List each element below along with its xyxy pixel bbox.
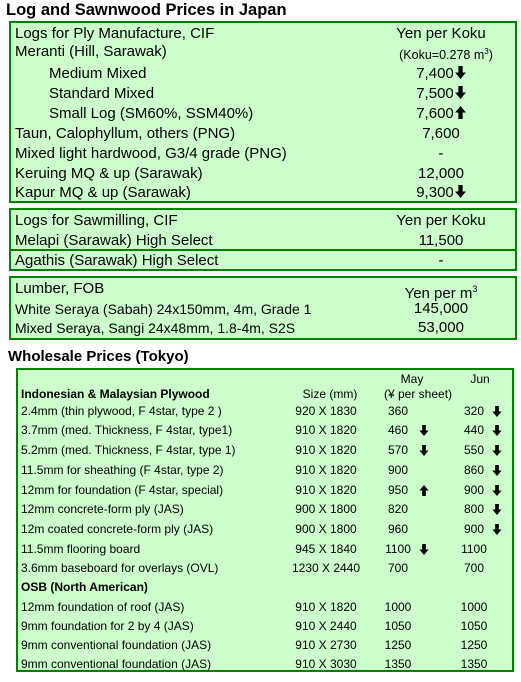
lumber-mixed-seraya-price: 53,000 bbox=[418, 319, 464, 336]
ply-log-price bbox=[366, 104, 516, 124]
price-jun: 320 bbox=[463, 404, 485, 418]
product-name: 3.7mm (med. Thickness, F 4star, type1) bbox=[21, 423, 233, 437]
product-name: 9mm conventional foundation (JAS) bbox=[21, 638, 212, 652]
price-jun: 900 bbox=[463, 483, 485, 497]
arrow-down-icon bbox=[419, 425, 429, 436]
price-may: 900 bbox=[387, 463, 409, 477]
arrow-down-icon bbox=[419, 445, 429, 456]
arrow-down-icon bbox=[492, 406, 502, 417]
product-size: 910 X 2440 bbox=[295, 619, 357, 633]
product-name: 11.5mm for sheathing (F 4star, type 2) bbox=[21, 463, 224, 477]
product-name: 12mm for foundation (F 4star, special) bbox=[21, 483, 224, 497]
product-size: 920 X 1830 bbox=[295, 404, 357, 418]
price-may: 1350 bbox=[384, 657, 412, 671]
price-may: 460 bbox=[387, 423, 409, 437]
price-jun: 440 bbox=[463, 423, 485, 437]
product-name: 9mm foundation for 2 by 4 (JAS) bbox=[21, 619, 194, 633]
saw-log-agathis: Agathis (Sarawak) High Select bbox=[15, 252, 219, 269]
trend-jun bbox=[492, 441, 502, 456]
ply-log-price bbox=[366, 64, 516, 84]
koku-note: (Koku=0.278 $m^3$) bbox=[399, 47, 493, 63]
price-may: 700 bbox=[387, 561, 409, 575]
trend-may bbox=[419, 441, 429, 456]
trend-jun bbox=[492, 402, 502, 417]
product-name: 12mm concrete-form ply (JAS) bbox=[21, 502, 184, 516]
wholesale-title: Wholesale Prices (Tokyo) bbox=[8, 348, 189, 365]
col-jun: Jun bbox=[470, 372, 490, 386]
price-jun: 550 bbox=[463, 443, 485, 457]
trend-jun bbox=[492, 481, 502, 496]
product-size: 910 X 1820 bbox=[295, 423, 357, 437]
price-may: 960 bbox=[387, 522, 409, 536]
arrow-down-icon bbox=[492, 465, 502, 476]
arrow-down-icon bbox=[455, 66, 466, 79]
table-row bbox=[18, 617, 512, 636]
trend-jun bbox=[492, 500, 502, 515]
table-row bbox=[18, 481, 512, 500]
ply-log-price bbox=[366, 84, 516, 104]
price-jun: 860 bbox=[463, 463, 485, 477]
product-size: 900 X 1800 bbox=[295, 522, 357, 536]
ply-log-price-value: 7,600 bbox=[422, 125, 460, 142]
price-may: 360 bbox=[387, 404, 409, 418]
product-size: 910 X 1820 bbox=[295, 463, 357, 477]
price-may: 1050 bbox=[384, 619, 412, 633]
price-may: 1000 bbox=[384, 600, 412, 614]
wholesale-table bbox=[16, 368, 514, 672]
product-name: 12mm foundation of roof (JAS) bbox=[21, 600, 185, 614]
table-row bbox=[18, 559, 512, 578]
price-jun: 1350 bbox=[460, 657, 488, 671]
ply-log-price-value: 12,000 bbox=[418, 165, 464, 182]
arrow-up-icon bbox=[419, 485, 429, 496]
ply-log-price-value: 7,500 bbox=[416, 85, 454, 102]
arrow-down-icon bbox=[492, 504, 502, 515]
product-size: 910 X 1820 bbox=[295, 600, 357, 614]
price-jun: 1000 bbox=[460, 600, 488, 614]
ply-log-price-value: 7,400 bbox=[416, 65, 454, 82]
ply-log-row bbox=[11, 183, 515, 203]
ply-logs-unit: Yen per Koku bbox=[396, 25, 486, 42]
price-may: 820 bbox=[387, 502, 409, 516]
trend-may bbox=[419, 421, 429, 436]
saw-log-melapi: Melapi (Sarawak) High Select bbox=[15, 232, 213, 249]
ply-log-price bbox=[366, 144, 516, 164]
product-size: 910 X 1820 bbox=[295, 483, 357, 497]
table-row bbox=[18, 520, 512, 539]
ply-log-row bbox=[11, 144, 515, 164]
price-jun: 800 bbox=[463, 502, 485, 516]
trend-jun bbox=[492, 421, 502, 436]
ply-log-row bbox=[11, 84, 515, 104]
product-size: 945 X 1840 bbox=[295, 542, 357, 556]
saw-log-melapi-price: 11,500 bbox=[418, 232, 464, 249]
lumber-mixed-seraya: Mixed Seraya, Sangi 24x48mm, 1.8-4m, S2S bbox=[15, 320, 296, 336]
ply-log-row bbox=[11, 42, 515, 62]
ply-log-price-value: 9,300 bbox=[416, 184, 454, 201]
ply-log-row bbox=[11, 124, 515, 144]
ply-log-row bbox=[11, 104, 515, 124]
ply-log-price bbox=[366, 164, 516, 184]
table-row bbox=[18, 598, 512, 617]
ply-log-label: Kapur MQ & up (Sarawak) bbox=[15, 184, 191, 201]
price-may: 570 bbox=[387, 443, 409, 457]
ply-log-label: Keruing MQ & up (Sarawak) bbox=[15, 165, 203, 182]
ply-log-label: Small Log (SM60%, SSM40%) bbox=[49, 105, 254, 122]
col-size: Size (mm) bbox=[302, 387, 358, 401]
product-name: 9mm conventional foundation (JAS) bbox=[21, 657, 212, 671]
product-name: 5.2mm (med. Thickness, F 4star, type 1) bbox=[21, 443, 236, 457]
arrow-down-icon bbox=[492, 524, 502, 535]
ply-log-label: Meranti (Hill, Sarawak) bbox=[15, 43, 167, 60]
ply-log-label: Standard Mixed bbox=[49, 85, 155, 102]
price-may: 1250 bbox=[384, 638, 412, 652]
table-row bbox=[18, 402, 512, 421]
product-name: 3.6mm baseboard for overlays (OVL) bbox=[21, 561, 219, 575]
price-may: 1100 bbox=[385, 542, 411, 556]
table-row bbox=[18, 500, 512, 519]
saw-logs-box bbox=[9, 208, 517, 250]
trend-may bbox=[419, 540, 429, 555]
product-size: 900 X 1800 bbox=[295, 502, 357, 516]
section-plywood: Indonesian & Malaysian Plywood bbox=[21, 387, 210, 401]
saw-logs-agathis-box bbox=[9, 249, 517, 271]
lumber-header: Lumber, FOB bbox=[15, 280, 105, 297]
saw-log-agathis-price: - bbox=[438, 252, 444, 269]
saw-logs-header: Logs for Sawmilling, CIF bbox=[15, 212, 178, 229]
trend-jun bbox=[492, 461, 502, 476]
trend-may bbox=[419, 481, 429, 496]
ply-log-price bbox=[366, 183, 516, 203]
product-size: 1230 X 2440 bbox=[291, 561, 361, 575]
lumber-unit: Yen per $m^3$ bbox=[404, 284, 478, 302]
trend-jun bbox=[492, 520, 502, 535]
arrow-down-icon bbox=[492, 485, 502, 496]
table-row bbox=[18, 636, 512, 655]
product-name: 11.5mm flooring board bbox=[21, 542, 141, 556]
table-row bbox=[18, 441, 512, 460]
lumber-box bbox=[9, 276, 517, 340]
price-jun: 1250 bbox=[460, 638, 488, 652]
table-row bbox=[18, 461, 512, 480]
ply-log-label: Mixed light hardwood, G3/4 grade (PNG) bbox=[15, 145, 287, 162]
ply-log-price-value: - bbox=[438, 145, 444, 162]
arrow-down-icon bbox=[492, 445, 502, 456]
ply-logs-box bbox=[9, 21, 517, 203]
lumber-white-seraya: White Seraya (Sabah) 24x150mm, 4m, Grade 1 bbox=[15, 301, 312, 317]
price-jun: 700 bbox=[463, 561, 485, 575]
ply-log-row bbox=[11, 164, 515, 184]
ply-log-label: Taun, Calophyllum, others (PNG) bbox=[15, 125, 236, 142]
section-osb: OSB (North American) bbox=[21, 580, 148, 594]
ply-logs-header: Logs for Ply Manufacture, CIF bbox=[15, 25, 215, 42]
col-unit: (¥ per sheet) bbox=[384, 387, 453, 401]
arrow-down-icon bbox=[419, 544, 429, 555]
ply-log-price bbox=[366, 124, 516, 144]
table-row bbox=[18, 655, 512, 674]
arrow-up-icon bbox=[455, 106, 466, 119]
price-may: 950 bbox=[387, 483, 409, 497]
ply-log-row bbox=[11, 64, 515, 84]
saw-logs-unit: Yen per Koku bbox=[396, 212, 486, 229]
page-title: Log and Sawnwood Prices in Japan bbox=[6, 1, 287, 19]
ply-log-price-value: 7,600 bbox=[416, 105, 454, 122]
product-size: 910 X 3030 bbox=[295, 657, 357, 671]
table-row bbox=[18, 540, 512, 559]
product-name: 12m coated concrete-form ply (JAS) bbox=[21, 522, 214, 536]
col-may: May bbox=[400, 372, 424, 386]
product-size: 910 X 1820 bbox=[295, 443, 357, 457]
arrow-down-icon bbox=[455, 86, 466, 99]
ply-log-label: Medium Mixed bbox=[49, 65, 147, 82]
arrow-down-icon bbox=[492, 425, 502, 436]
table-row bbox=[18, 421, 512, 440]
price-jun: 1050 bbox=[460, 619, 488, 633]
lumber-white-seraya-price: 145,000 bbox=[413, 300, 469, 317]
product-size: 910 X 2730 bbox=[295, 638, 357, 652]
price-jun: 900 bbox=[463, 522, 485, 536]
arrow-down-icon bbox=[455, 185, 466, 198]
price-jun: 1100 bbox=[461, 542, 487, 556]
product-name: 2.4mm (thin plywood, F 4star, type 2 ) bbox=[21, 404, 222, 418]
